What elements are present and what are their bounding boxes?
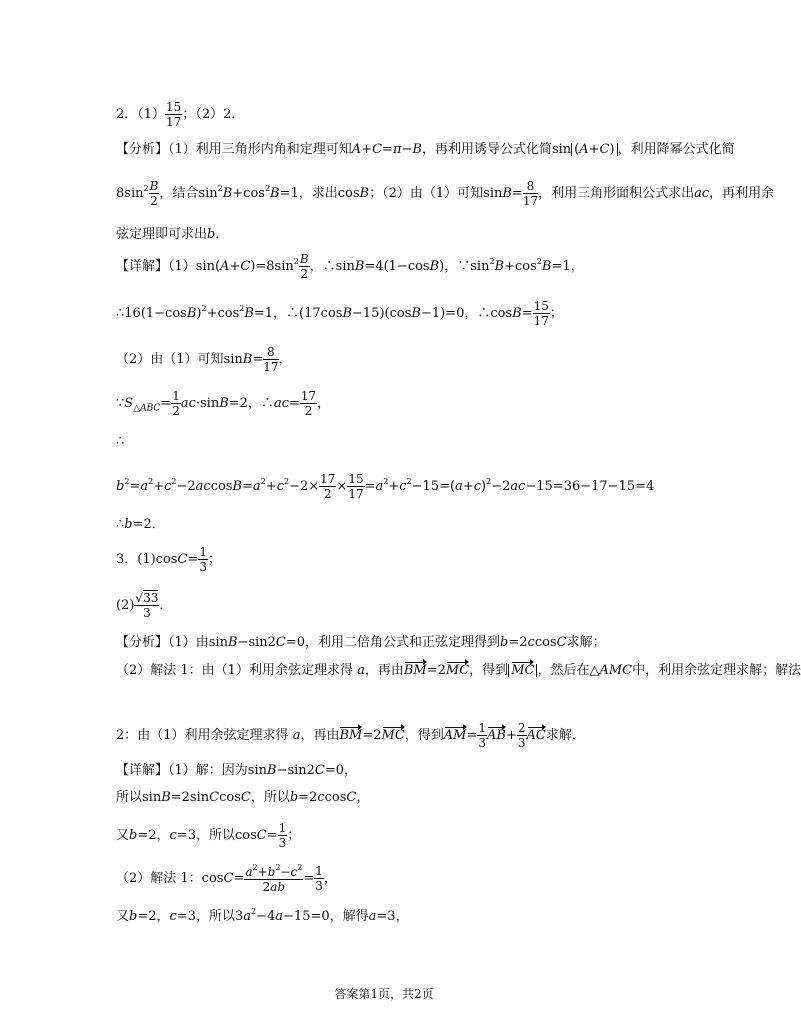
solution-line-10: 又b=2，c=3，所以cosC= $\frac{1}{3}$ ； [116, 821, 301, 850]
solution-line-1: 【详解】$(1)\sin(A+C)=8\sin^2$ $\frac{B}{2}$ ，∴sinB=4(1−cosB)，$\because\sin^2B+\cos^2B=1$， [116, 252, 584, 281]
analysis-line-2: $8\sin^2$ $\frac{B}{2}$ ，结合$\sin^2B+\cos^2B=1$，求出cosB；（2）由（1）可知sinB= $\frac{8}{17}$ ，利用三角形面积公式求出ac，再利用余 [116, 179, 775, 208]
analysis-line-6: 2：由（1）利用余弦定理求得 a，再由BM=2MC，得到AM= $\frac{1}{3}$ AB+ $\frac{2}{3}$ AC求解． [116, 721, 585, 750]
solution-line-5: ∴ [116, 434, 125, 449]
solution-line-2: $\therefore 16(1-\cos B)^2+\cos^2B=1$，∴(17cosB−15)(cosB−1)=0，∴cosB= $\frac{15}{17}$ ； [116, 299, 563, 328]
answer-line-2: 3．(1)cosC= $\frac{1}{3}$ ； [116, 545, 221, 574]
analysis-line-5: （2）解法 1：由（1）利用余弦定理求得 a，再由BM=2MC，得到 MC ，然后在△AMC中，利用余弦定理求解；解法 [116, 663, 801, 678]
analysis-line-1: 【分析】（1）利用三角形内角和定理可知A+C=π−B，再利用诱导公式化简sin (A+C) ，利用降幂公式化简 [116, 142, 735, 157]
solution-line-6: $b^2=a^2+c^2-2accosB=a^2+c^2-2\times$ $\frac{17}{2}$ × $\frac{15}{17}$ $=a^2+c^2-15=(a+c)^2-2ac-15=36-17-15=4$ [116, 472, 655, 501]
solution-line-4: $\because S_{\triangle ABC}=$ $\frac{1}{2}$ ac·sinB=2，∴ac= $\frac{17}{2}$ ， [116, 389, 331, 418]
solution-line-7: ∴b=2． [116, 517, 165, 532]
analysis-line-4: 【分析】（1）由sinB−sin2C=0，利用二倍角公式和正弦定理得到b=2ccosC求解； [116, 635, 606, 650]
solution-line-9: 所以sinB=2sinCcosC，所以b=2ccosC， [116, 790, 370, 805]
answer-line-1: 2．（1） $\frac{15}{17}$ ；（2）2． [116, 100, 245, 129]
solution-line-12: 又b=2，c=3，所以$3a^2-4a-15=0$，解得a=3， [116, 907, 409, 924]
solution-line-11: （2）解法 1：cosC= $\frac{a^2+b^2-c^2}{2ab}$ = $\frac{1}{3}$ ， [116, 863, 337, 894]
analysis-line-3: 弦定理即可求出b． [116, 227, 229, 242]
page-footer: 答案第1页，共2页 [334, 987, 434, 1001]
solution-line-8: 【详解】（1）解：因为sinB−sin2C=0， [116, 763, 358, 778]
solution-line-3: （2）由（1）可知sinB= $\frac{8}{17}$ ， [116, 345, 292, 374]
answer-line-3: (2) $\frac{√33}{3}$ ． [116, 591, 173, 620]
